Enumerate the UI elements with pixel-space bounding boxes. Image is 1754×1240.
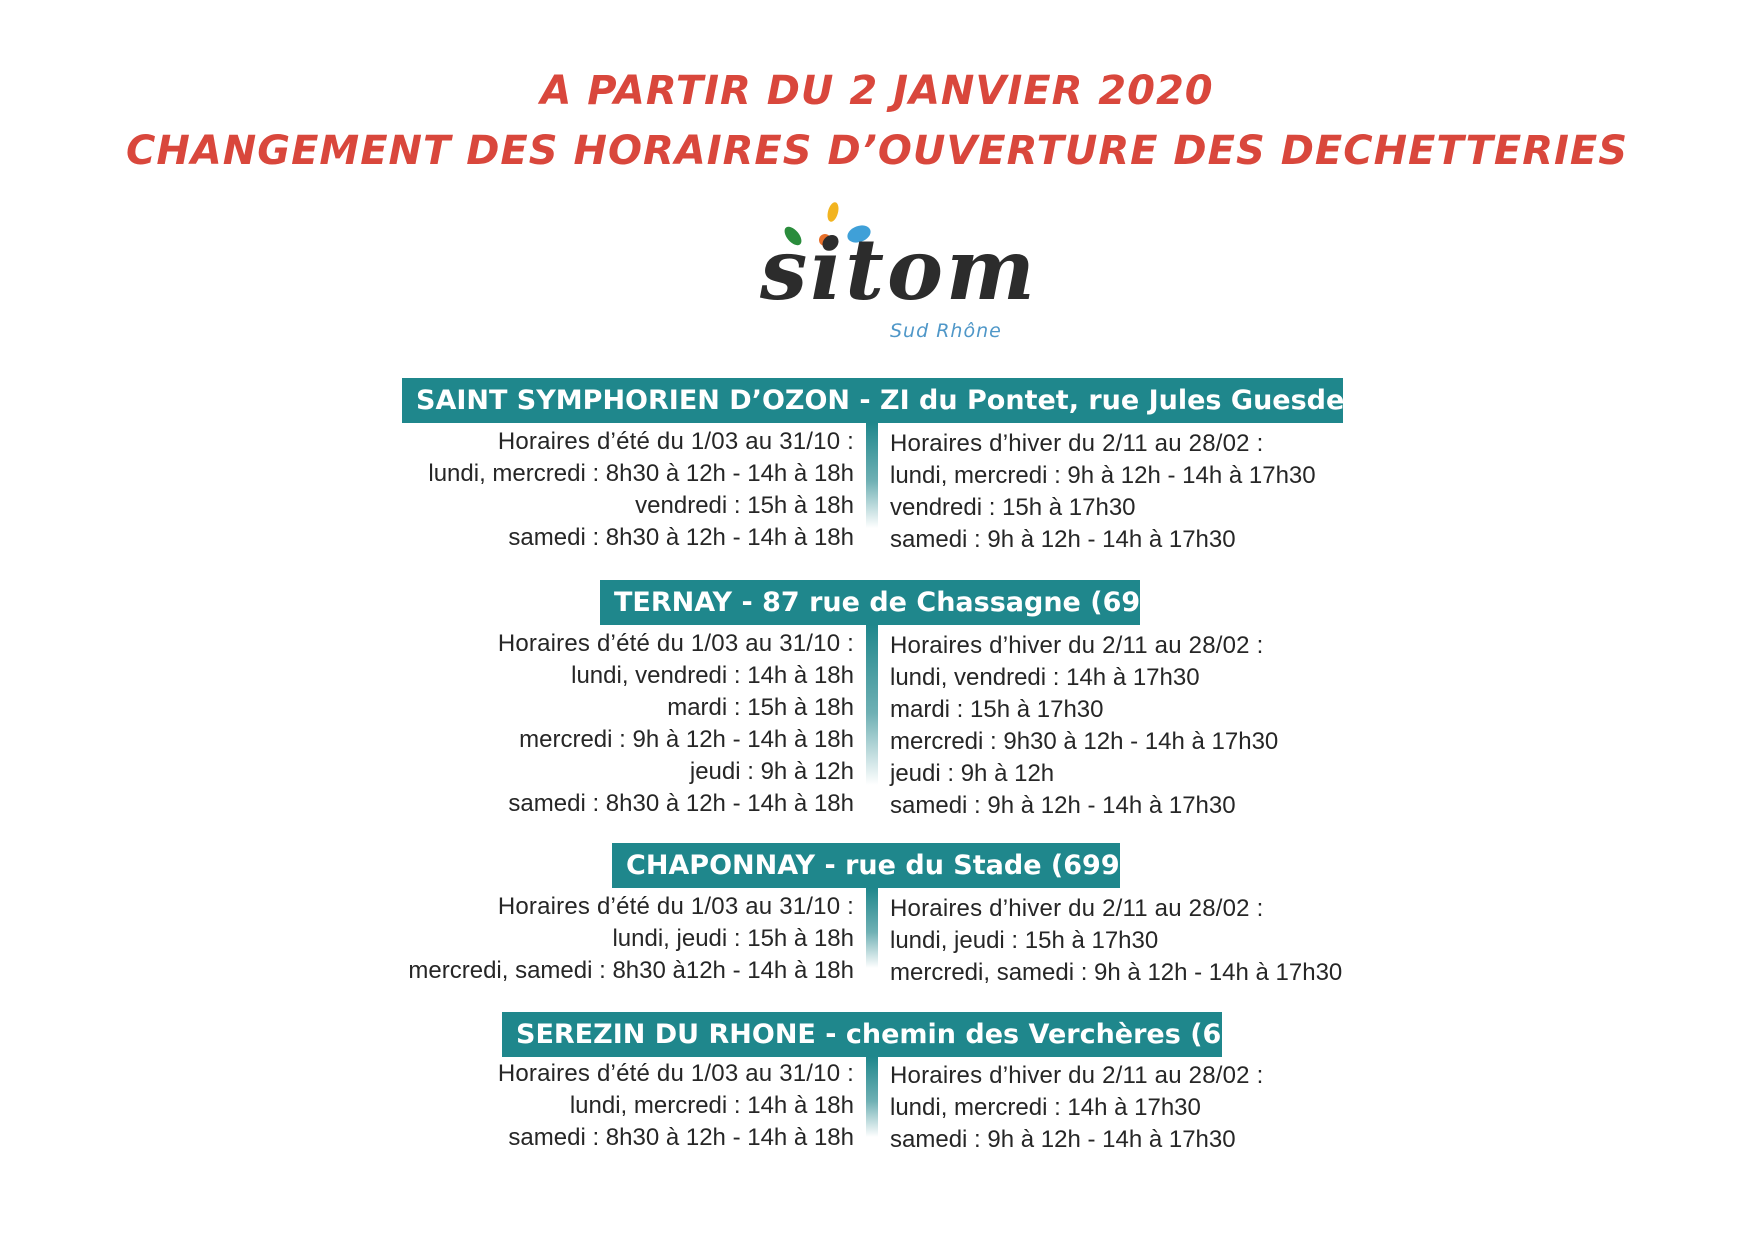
column-divider xyxy=(866,625,878,785)
winter-heading: Horaires d’hiver du 2/11 au 28/02 : xyxy=(890,632,1264,659)
schedule-line: mercredi, samedi : 8h30 à12h - 14h à 18h xyxy=(408,957,854,984)
schedule-line: mercredi, samedi : 9h à 12h - 14h à 17h30 xyxy=(890,959,1343,986)
column-divider xyxy=(866,888,878,968)
schedule-line: vendredi : 15h à 18h xyxy=(635,492,854,519)
site-header-saint-symphorien: SAINT SYMPHORIEN D’OZON - ZI du Pontet, rue Jules Guesde (69360) xyxy=(402,378,1343,423)
winter-heading: Horaires d’hiver du 2/11 au 28/02 : xyxy=(890,430,1264,457)
summer-heading: Horaires d’été du 1/03 au 31/10 : xyxy=(497,1060,854,1087)
title-date: A PARTIR DU 2 JANVIER 2020 xyxy=(540,68,1214,114)
schedule-line: mardi : 15h à 18h xyxy=(667,694,854,721)
winter-hours-ternay xyxy=(890,630,1278,822)
schedule-line: vendredi : 15h à 17h30 xyxy=(890,494,1136,521)
winter-heading: Horaires d’hiver du 2/11 au 28/02 : xyxy=(890,895,1264,922)
schedule-line: lundi, mercredi : 14h à 17h30 xyxy=(890,1094,1201,1121)
schedule-line: mercredi : 9h30 à 12h - 14h à 17h30 xyxy=(890,728,1279,755)
schedule-line: jeudi : 9h à 12h xyxy=(890,760,1055,787)
summer-heading: Horaires d’été du 1/03 au 31/10 : xyxy=(497,893,854,920)
schedule-line: mercredi : 9h à 12h - 14h à 18h xyxy=(519,726,854,753)
schedule-line: samedi : 9h à 12h - 14h à 17h30 xyxy=(890,1126,1236,1153)
schedule-line: lundi, mercredi : 14h à 18h xyxy=(569,1092,854,1119)
summer-heading: Horaires d’été du 1/03 au 31/10 : xyxy=(497,428,854,455)
schedule-line: mardi : 15h à 17h30 xyxy=(890,696,1104,723)
schedule-line: samedi : 9h à 12h - 14h à 17h30 xyxy=(890,792,1236,819)
column-divider xyxy=(866,1057,878,1137)
logo-wordmark: sitom xyxy=(760,220,1038,319)
schedule-line: jeudi : 9h à 12h xyxy=(689,758,854,785)
winter-hours-serezin xyxy=(890,1060,1263,1156)
schedule-line: samedi : 8h30 à 12h - 14h à 18h xyxy=(508,790,854,817)
site-header-serezin: SEREZIN DU RHONE - chemin des Verchères (69360) xyxy=(502,1012,1222,1057)
site-header-ternay: TERNAY - 87 rue de Chassagne (69360) xyxy=(600,580,1140,625)
schedule-line: lundi, jeudi : 15h à 18h xyxy=(612,925,854,952)
summer-hours-serezin xyxy=(498,1058,854,1154)
title-main: CHANGEMENT DES HORAIRES D’OUVERTURE DES DECHETTERIES xyxy=(125,128,1629,174)
winter-hours-chaponnay xyxy=(890,893,1342,989)
schedule-line: lundi, vendredi : 14h à 18h xyxy=(571,662,854,689)
schedule-line: samedi : 8h30 à 12h - 14h à 18h xyxy=(508,1124,854,1151)
schedule-line: samedi : 9h à 12h - 14h à 17h30 xyxy=(890,526,1236,553)
summer-hours-chaponnay xyxy=(408,891,854,987)
schedule-line: samedi : 8h30 à 12h - 14h à 18h xyxy=(508,524,854,551)
summer-hours-ternay xyxy=(498,628,854,820)
summer-heading: Horaires d’été du 1/03 au 31/10 : xyxy=(497,630,854,657)
winter-hours-saint-symphorien xyxy=(890,428,1316,556)
winter-heading: Horaires d’hiver du 2/11 au 28/02 : xyxy=(890,1062,1264,1089)
column-divider xyxy=(866,423,878,528)
sitom-logo xyxy=(735,200,1038,350)
site-header-chaponnay: CHAPONNAY - rue du Stade (69970) xyxy=(612,843,1120,888)
summer-hours-saint-symphorien xyxy=(428,426,854,554)
schedule-line: lundi, mercredi : 9h à 12h - 14h à 17h30 xyxy=(890,462,1316,489)
schedule-line: lundi, jeudi : 15h à 17h30 xyxy=(890,927,1159,954)
schedule-line: lundi, mercredi : 8h30 à 12h - 14h à 18h xyxy=(428,460,854,487)
logo-subtitle: Sud Rhône xyxy=(890,320,1002,342)
schedule-line: lundi, vendredi : 14h à 17h30 xyxy=(890,664,1200,691)
